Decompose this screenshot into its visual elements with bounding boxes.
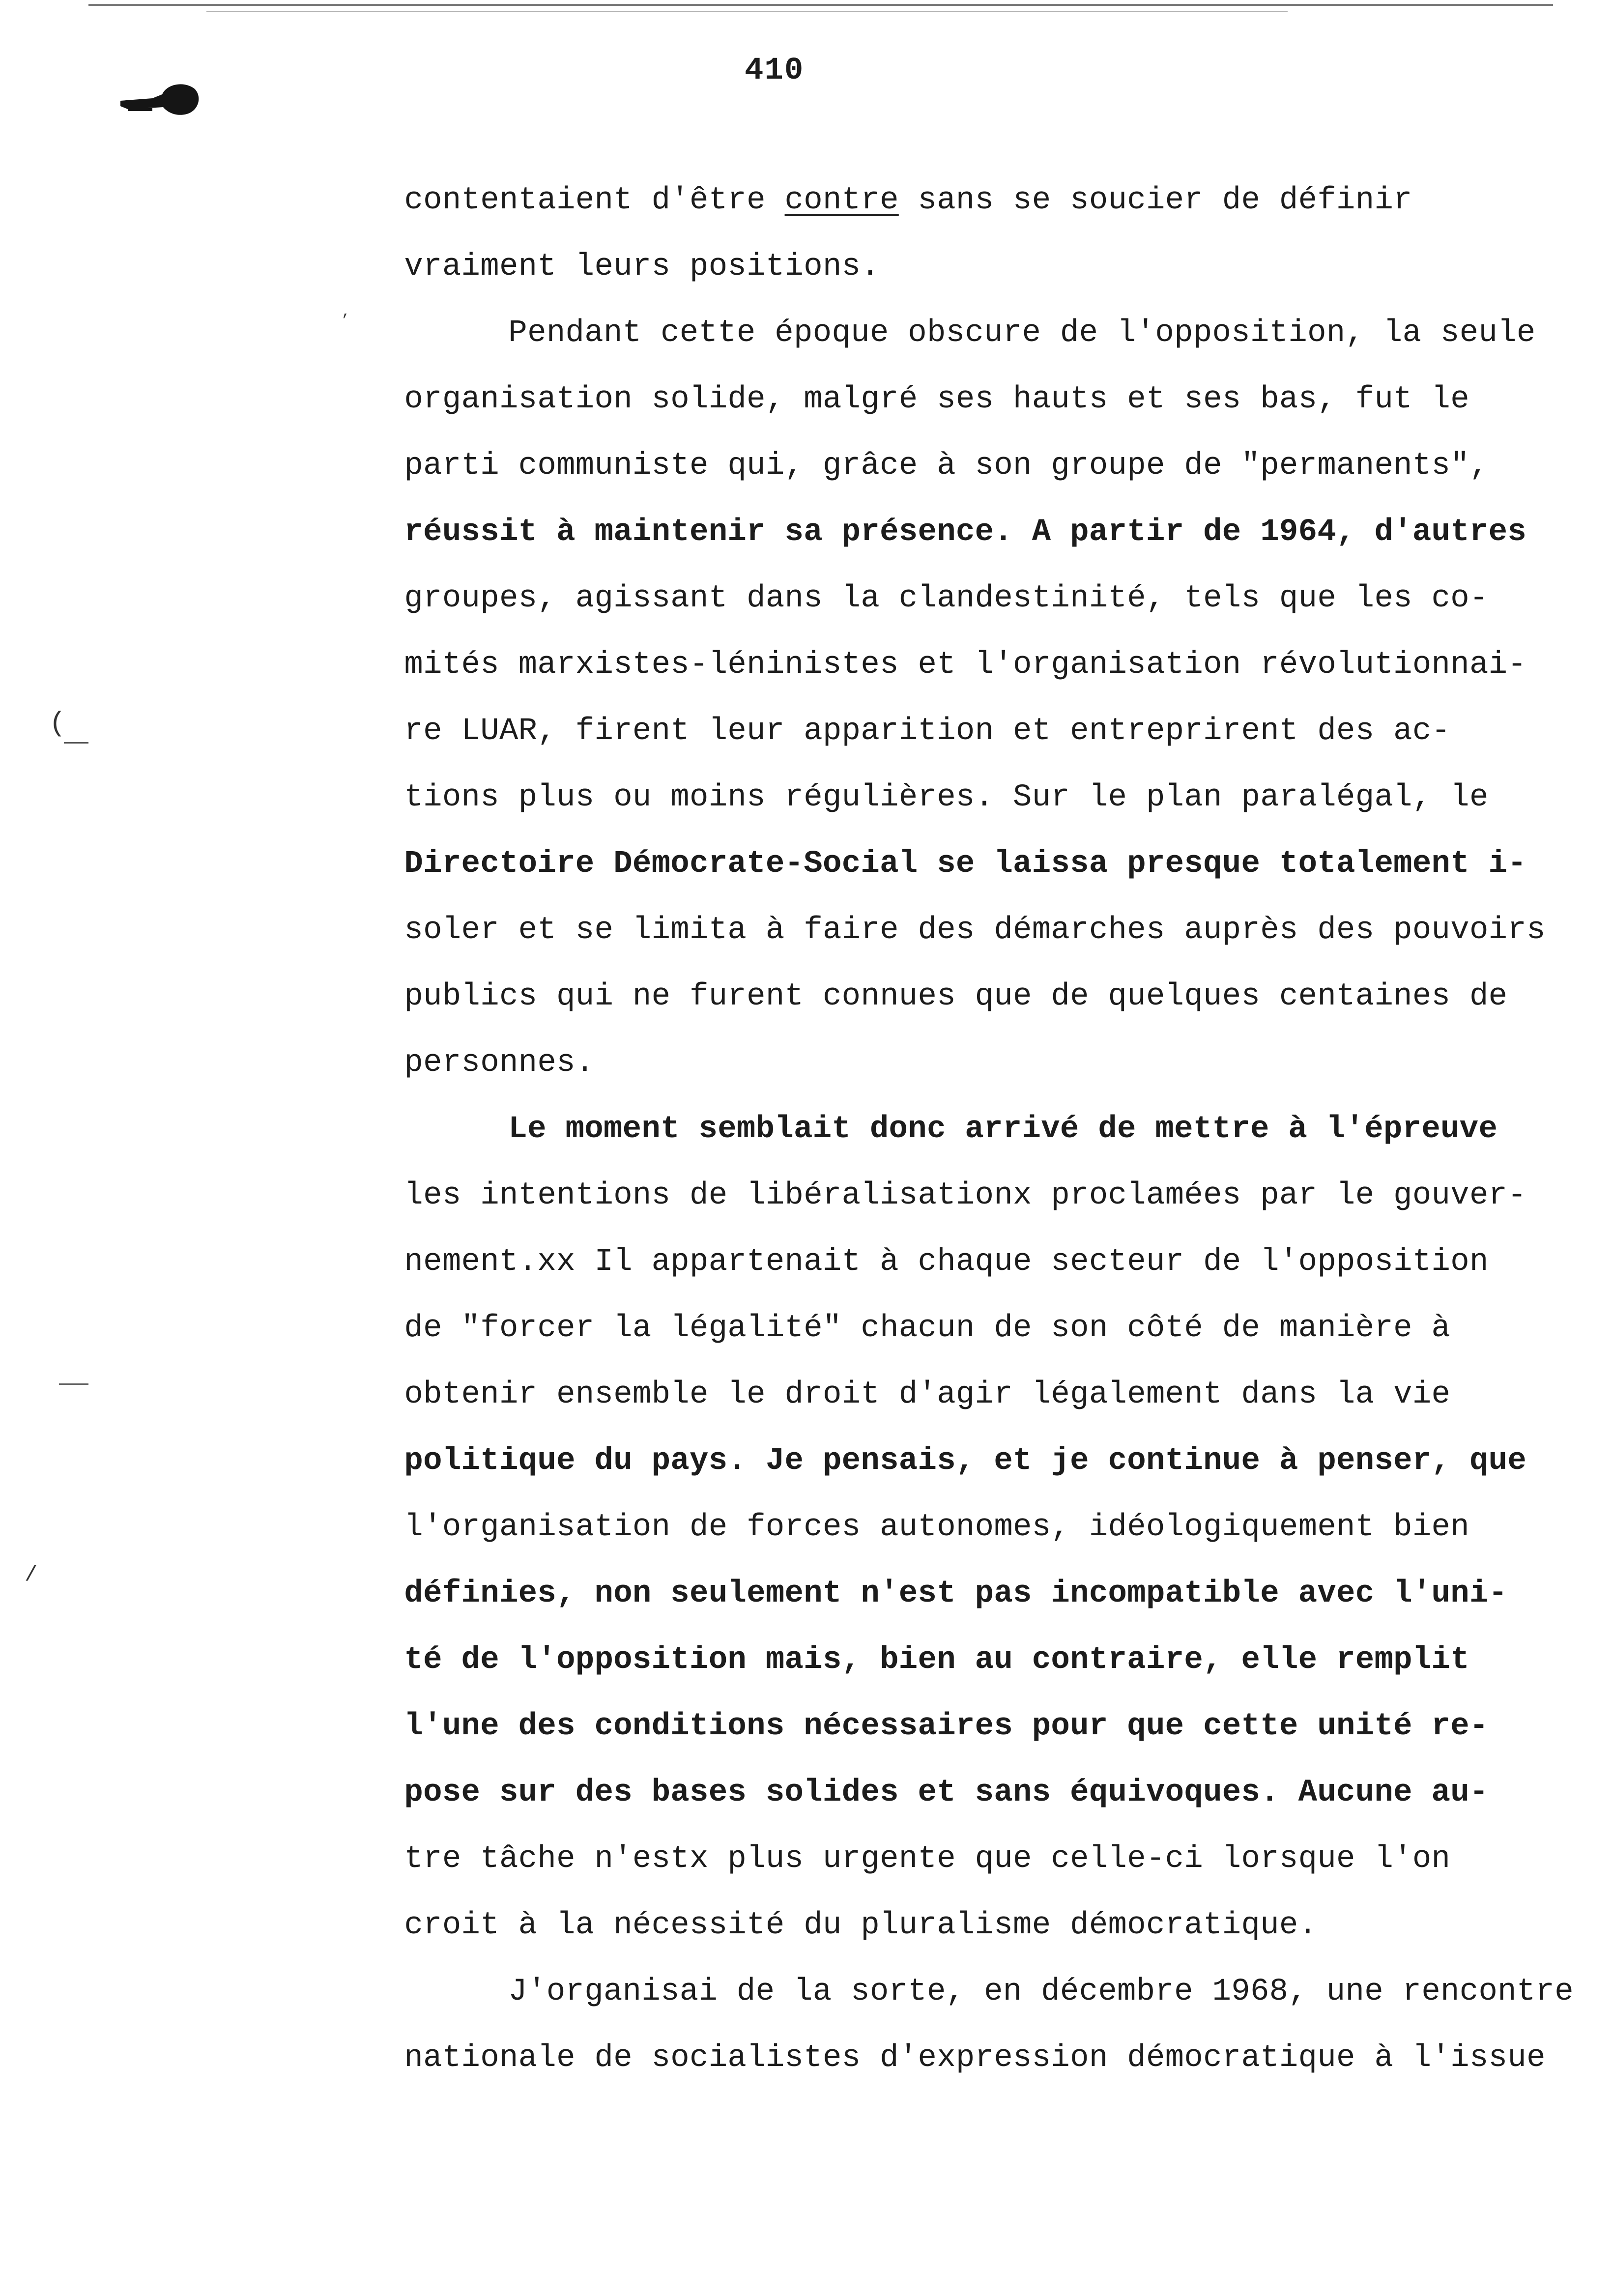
- text-line: [366, 1812, 1450, 1875]
- text-line: [366, 1215, 1489, 1278]
- underlined-word: contre: [784, 183, 899, 218]
- text-line-content: l'une des conditions nécessaires pour que cette unité re-: [404, 1709, 1489, 1744]
- text-line-content: mités marxistes-léninistes et l'organisation révolutionnai-: [404, 647, 1527, 683]
- text-line: [366, 153, 1412, 216]
- margin-dot-mark: ,: [342, 304, 351, 320]
- text-line-content: parti communiste qui, grâce à son groupe de "permanents",: [404, 448, 1489, 484]
- text-line: [366, 684, 1450, 747]
- text-line-content: nement.xx Il appartenait à chaque secteur de l'opposition: [404, 1244, 1489, 1280]
- text-line: [470, 1082, 1497, 1145]
- text-line: [366, 750, 1489, 813]
- text-line-content: les intentions de libéralisationx proclamées par le gouver-: [404, 1178, 1527, 1213]
- text-line-content: définies, non seulement n'est pas incompatible avec l'uni-: [404, 1576, 1508, 1611]
- margin-dash-mark: [59, 1383, 88, 1385]
- text-line: [470, 286, 1536, 349]
- text-line-content: Directoire Démocrate-Social se laissa presque totalement i-: [404, 846, 1527, 882]
- text-line-content: re LUAR, firent leur apparition et entreprirent des ac-: [404, 714, 1451, 749]
- text-line-content: vraiment leurs positions.: [404, 249, 880, 285]
- ink-blot-mark-icon: [118, 74, 202, 118]
- text-line: [366, 883, 1546, 946]
- text-line: [366, 1148, 1526, 1211]
- text-line: [366, 949, 1507, 1012]
- text-line: [366, 1679, 1489, 1742]
- text-line-content: soler et se limita à faire des démarches auprès des pouvoirs: [404, 913, 1546, 948]
- margin-slash-mark: /: [25, 1563, 38, 1587]
- text-line-content: Pendant cette époque obscure de l'opposition, la seule: [508, 316, 1536, 351]
- text-line: [470, 1945, 1574, 2008]
- text-line: [366, 220, 880, 283]
- text-line-content: tions plus ou moins régulières. Sur le plan paralégal, le: [404, 780, 1489, 815]
- margin-tick-mark: (: [49, 708, 66, 739]
- text-line: [366, 1746, 1489, 1808]
- text-line: [366, 485, 1526, 548]
- text-line-content: personnes.: [404, 1045, 595, 1081]
- text-line: [366, 1016, 594, 1079]
- text-line: [366, 551, 1489, 614]
- margin-dash-mark: [64, 742, 88, 744]
- text-line: [366, 1613, 1469, 1676]
- text-line-content: de "forcer la légalité" chacun de son côté de manière à: [404, 1311, 1451, 1346]
- text-line: [366, 352, 1469, 415]
- text-line-content: organisation solide, malgré ses hauts et ses bas, fut le: [404, 382, 1469, 417]
- text-line-content: réussit à maintenir sa présence. A partir de 1964, d'autres: [404, 515, 1527, 550]
- text-line: [366, 419, 1489, 482]
- text-line: [366, 1348, 1450, 1410]
- text-line-content: Le moment semblait donc arrivé de mettre à l'épreuve: [508, 1112, 1498, 1147]
- text-line-content: politique du pays. Je pensais, et je continue à penser, que: [404, 1443, 1527, 1479]
- text-line-content: J'organisai de la sorte, en décembre 1968, une rencontre: [508, 1974, 1574, 2009]
- text-line-content: l'organisation de forces autonomes, idéologiquement bien: [404, 1510, 1469, 1545]
- text-line-content: croit à la nécessité du pluralisme démocratique.: [404, 1908, 1318, 1943]
- text-line: [366, 1414, 1526, 1477]
- text-line: [366, 817, 1526, 880]
- text-line-content: obtenir ensemble le droit d'agir légalement dans la vie: [404, 1377, 1451, 1412]
- text-line-content: groupes, agissant dans la clandestinité, tels que les co-: [404, 581, 1489, 616]
- text-line: [366, 1480, 1469, 1543]
- text-line: [366, 1878, 1317, 1941]
- text-line-content: nationale de socialistes d'expression démocratique à l'issue: [404, 2040, 1546, 2076]
- text-line: [366, 618, 1526, 681]
- page-number: 410: [745, 53, 805, 88]
- text-line-content: pose sur des bases solides et sans équivoques. Aucune au-: [404, 1775, 1489, 1810]
- text-line-content: contentaient d'être contre sans se soucier de définir: [404, 183, 1412, 218]
- text-line-content: té de l'opposition mais, bien au contraire, elle remplit: [404, 1642, 1469, 1678]
- text-line: [366, 2011, 1546, 2074]
- top-rule: [88, 4, 1553, 6]
- top-rule-secondary: [206, 11, 1288, 12]
- text-line-content: tre tâche n'estx plus urgente que celle-ci lorsque l'on: [404, 1841, 1451, 1877]
- text-line-content: publics qui ne furent connues que de quelques centaines de: [404, 979, 1508, 1014]
- text-line: [366, 1547, 1507, 1609]
- text-line: [366, 1281, 1450, 1344]
